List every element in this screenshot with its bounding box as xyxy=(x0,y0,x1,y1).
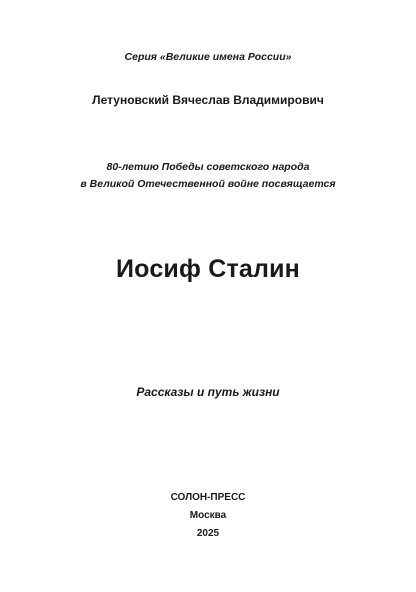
dedication-line-1: 80-летию Победы советского народа xyxy=(106,161,310,173)
author-name: Летуновский Вячеслав Владимирович xyxy=(92,93,324,107)
book-title: Иосиф Сталин xyxy=(116,255,300,283)
publication-year: 2025 xyxy=(196,528,220,539)
series-name: Серия «Великие имена России» xyxy=(124,51,292,63)
dedication-line-2: в Великой Отечественной войне посвящается xyxy=(80,178,336,190)
dedication xyxy=(0,159,416,193)
publisher-name: СОЛОН-ПРЕСС xyxy=(170,492,246,503)
publication-city: Москва xyxy=(189,510,227,521)
imprint xyxy=(0,489,416,543)
book-subtitle: Рассказы и путь жизни xyxy=(136,385,280,399)
